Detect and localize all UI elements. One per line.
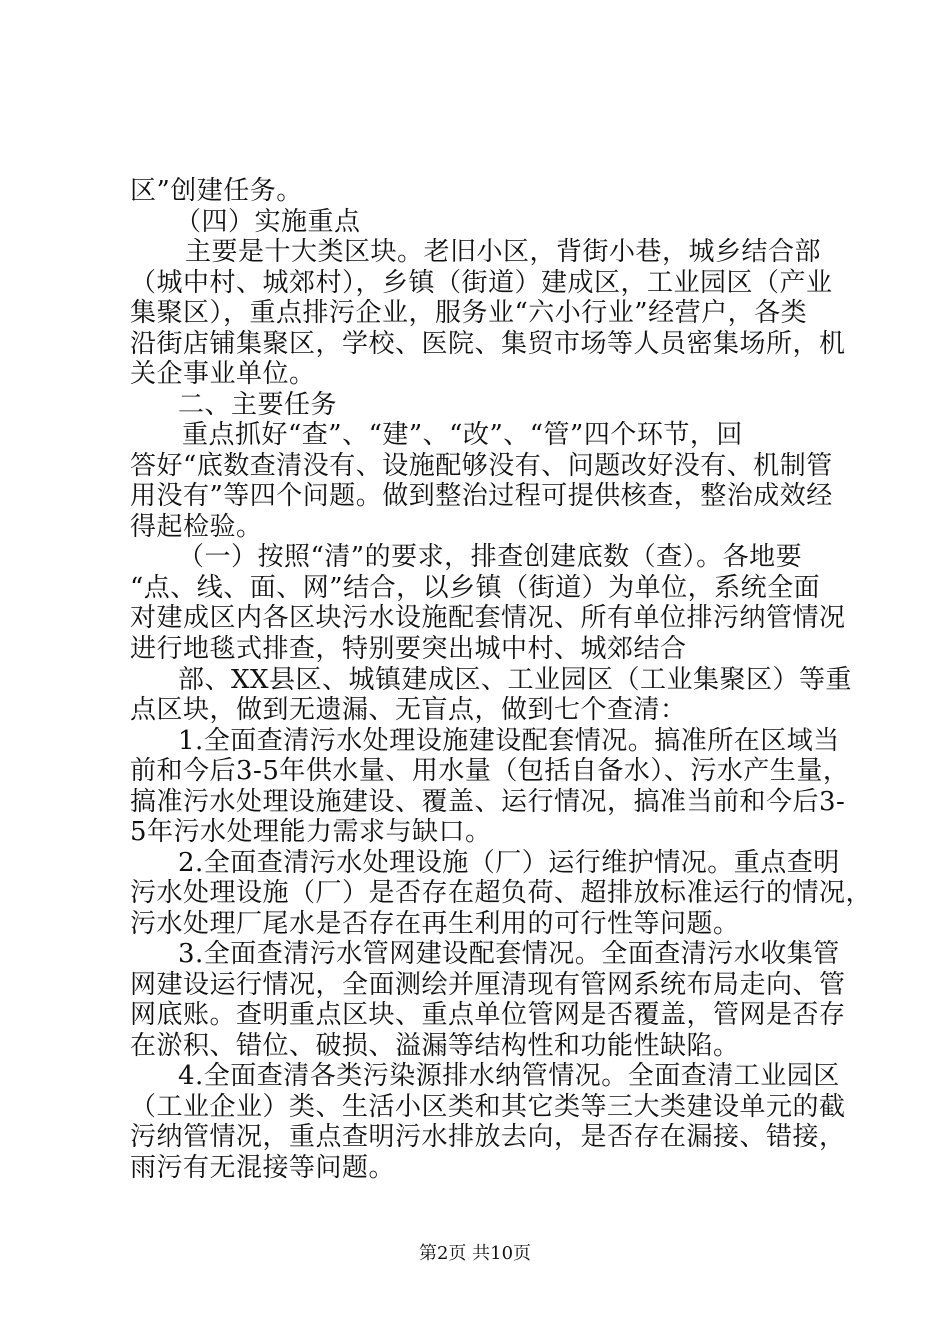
- text-line-10: 答好“底数查清没有、设施配够没有、问题改好没有、机制管: [130, 451, 833, 481]
- text-line-16: 进行地毯式排查，特别要突出城中村、城郊结合: [130, 634, 687, 664]
- text-line-28: 网底账。查明重点区块、重点单位管网是否覆盖，管网是否存: [130, 1000, 846, 1030]
- text-line-12: 得起检验。: [130, 512, 263, 542]
- text-line-25: 污水处理厂尾水是否存在再生利用的可行性等问题。: [130, 909, 740, 939]
- text-line-6: 沿街店铺集聚区，学校、医院、集贸市场等人员密集场所，机: [130, 329, 846, 359]
- text-line-1: 区”创建任务。: [130, 176, 303, 206]
- text-line-15: 对建成区内各区块污水设施配套情况、所有单位排污纳管情况: [130, 603, 846, 633]
- text-line-17: 部、XX县区、城镇建成区、工业园区（工业集聚区）等重: [178, 665, 853, 695]
- text-line-9: 重点抓好“查”、“建”、“改”、“管”四个环节，回: [182, 420, 743, 450]
- text-line-11: 用没有”等四个问题。做到整治过程可提供核查，整治成效经: [130, 481, 833, 511]
- text-line-13: （一）按照“清”的要求，排查创建底数（查）。各地要: [178, 542, 803, 572]
- text-line-7: 关企事业单位。: [130, 359, 316, 389]
- text-line-4: （城中村、城郊村），乡镇（街道）建成区，工业园区（产业: [130, 268, 833, 298]
- text-line-31: （工业企业）类、生活小区类和其它类等三大类建设单元的截: [130, 1092, 846, 1122]
- text-line-30: 4.全面查清各类污染源排水纳管情况。全面查清工业园区: [178, 1061, 840, 1091]
- text-line-3: 主要是十大类区块。老旧小区，背街小巷，城乡结合部: [185, 237, 822, 267]
- text-line-33: 雨污有无混接等问题。: [130, 1153, 396, 1183]
- text-line-22: 5年污水处理能力需求与缺口。: [130, 817, 492, 847]
- text-line-14: “点、线、面、网”结合，以乡镇（街道）为单位，系统全面: [130, 573, 821, 603]
- text-line-23: 2.全面查清污水处理设施（厂）运行维护情况。重点查明: [178, 848, 840, 878]
- section-heading-main-tasks: 二、主要任务: [178, 390, 338, 420]
- text-line-27: 网建设运行情况，全面测绘并厘清现有管网系统布局走向、管: [130, 970, 846, 1000]
- text-line-19: 1.全面查清污水处理设施建设配套情况。搞准所在区域当: [178, 726, 840, 756]
- text-line-32: 污纳管情况，重点查明污水排放去向，是否存在漏接、错接，: [130, 1122, 846, 1152]
- text-line-20: 前和今后3-5年供水量、用水量（包括自备水）、污水产生量，: [130, 756, 850, 786]
- text-line-18: 点区块，做到无遗漏、无盲点，做到七个查清：: [130, 695, 687, 725]
- page-number-footer: 第2页 共10页: [418, 1243, 532, 1264]
- text-line-26: 3.全面查清污水管网建设配套情况。全面查清污水收集管: [178, 939, 840, 969]
- text-line-5: 集聚区），重点排污企业，服务业“六小行业”经营户，各类: [130, 298, 808, 328]
- section-heading-implementation-focus: （四）实施重点: [175, 207, 361, 237]
- text-line-29: 在淤积、错位、破损、溢漏等结构性和功能性缺陷。: [130, 1031, 740, 1061]
- text-line-24: 污水处理设施（厂）是否存在超负荷、超排放标准运行的情况，: [130, 878, 873, 908]
- text-line-21: 搞准污水处理设施建设、覆盖、运行情况，搞准当前和今后3-: [130, 787, 846, 817]
